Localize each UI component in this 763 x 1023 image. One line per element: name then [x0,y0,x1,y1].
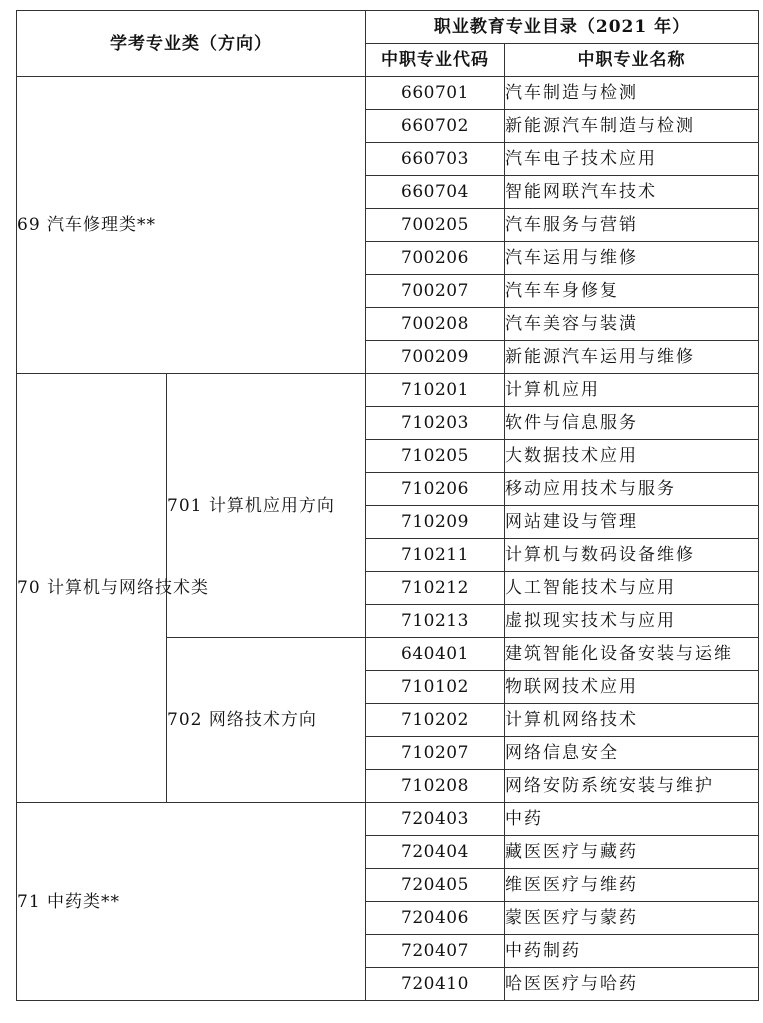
major-code: 710208 [366,770,505,803]
major-code: 720404 [366,836,505,869]
major-catalog-table [16,10,759,1001]
direction-cell: 702 网络技术方向 [167,638,366,803]
major-code: 700206 [366,242,505,275]
major-code: 720406 [366,902,505,935]
major-code: 710102 [366,671,505,704]
major-name: 新能源汽车运用与维修 [505,341,759,374]
table-row [17,374,759,407]
major-name: 计算机与数码设备维修 [505,539,759,572]
header-name: 中职专业名称 [505,44,759,77]
major-name: 计算机网络技术 [505,704,759,737]
major-name: 智能网联汽车技术 [505,176,759,209]
major-code: 660704 [366,176,505,209]
direction-cell: 701 计算机应用方向 [167,374,366,638]
header-code: 中职专业代码 [366,44,505,77]
major-code: 710213 [366,605,505,638]
major-code: 660703 [366,143,505,176]
major-code: 710203 [366,407,505,440]
major-name: 汽车制造与检测 [505,77,759,110]
header-exam-category: 学考专业类（方向） [17,11,366,77]
table-body [17,11,759,1001]
major-name: 大数据技术应用 [505,440,759,473]
table-row [17,77,759,110]
major-code: 710211 [366,539,505,572]
major-code: 720410 [366,968,505,1001]
major-code: 710205 [366,440,505,473]
major-code: 710209 [366,506,505,539]
major-name: 网络安防系统安装与维护 [505,770,759,803]
major-name: 物联网技术应用 [505,671,759,704]
major-name: 汽车服务与营销 [505,209,759,242]
major-code: 660701 [366,77,505,110]
major-name: 藏医医疗与藏药 [505,836,759,869]
major-name: 汽车电子技术应用 [505,143,759,176]
major-code: 710207 [366,737,505,770]
major-name: 新能源汽车制造与检测 [505,110,759,143]
major-name: 网站建设与管理 [505,506,759,539]
major-name: 中药 [505,803,759,836]
major-name: 汽车运用与维修 [505,242,759,275]
major-code: 720405 [366,869,505,902]
major-name: 建筑智能化设备安装与运维 [505,638,759,671]
major-code: 700208 [366,308,505,341]
major-name: 网络信息安全 [505,737,759,770]
major-code: 700209 [366,341,505,374]
header-catalog-title: 职业教育专业目录（2021 年） [366,11,759,44]
major-code: 720407 [366,935,505,968]
major-code: 720403 [366,803,505,836]
major-name: 计算机应用 [505,374,759,407]
major-name: 软件与信息服务 [505,407,759,440]
major-code: 700207 [366,275,505,308]
major-name: 人工智能技术与应用 [505,572,759,605]
major-name: 蒙医医疗与蒙药 [505,902,759,935]
major-code: 640401 [366,638,505,671]
major-name: 移动应用技术与服务 [505,473,759,506]
major-code: 710206 [366,473,505,506]
major-name: 中药制药 [505,935,759,968]
major-code: 660702 [366,110,505,143]
exam-category-cell: 71 中药类** [17,803,366,1001]
major-name: 汽车美容与装潢 [505,308,759,341]
major-name: 汽车车身修复 [505,275,759,308]
major-code: 710201 [366,374,505,407]
major-name: 哈医医疗与哈药 [505,968,759,1001]
major-name: 虚拟现实技术与应用 [505,605,759,638]
header-row-1 [17,11,759,44]
major-code: 700205 [366,209,505,242]
exam-category-cell: 69 汽车修理类** [17,77,366,374]
major-name: 维医医疗与维药 [505,869,759,902]
exam-category-cell: 70 计算机与网络技术类 [17,374,167,803]
table-row [17,803,759,836]
major-code: 710212 [366,572,505,605]
major-code: 710202 [366,704,505,737]
